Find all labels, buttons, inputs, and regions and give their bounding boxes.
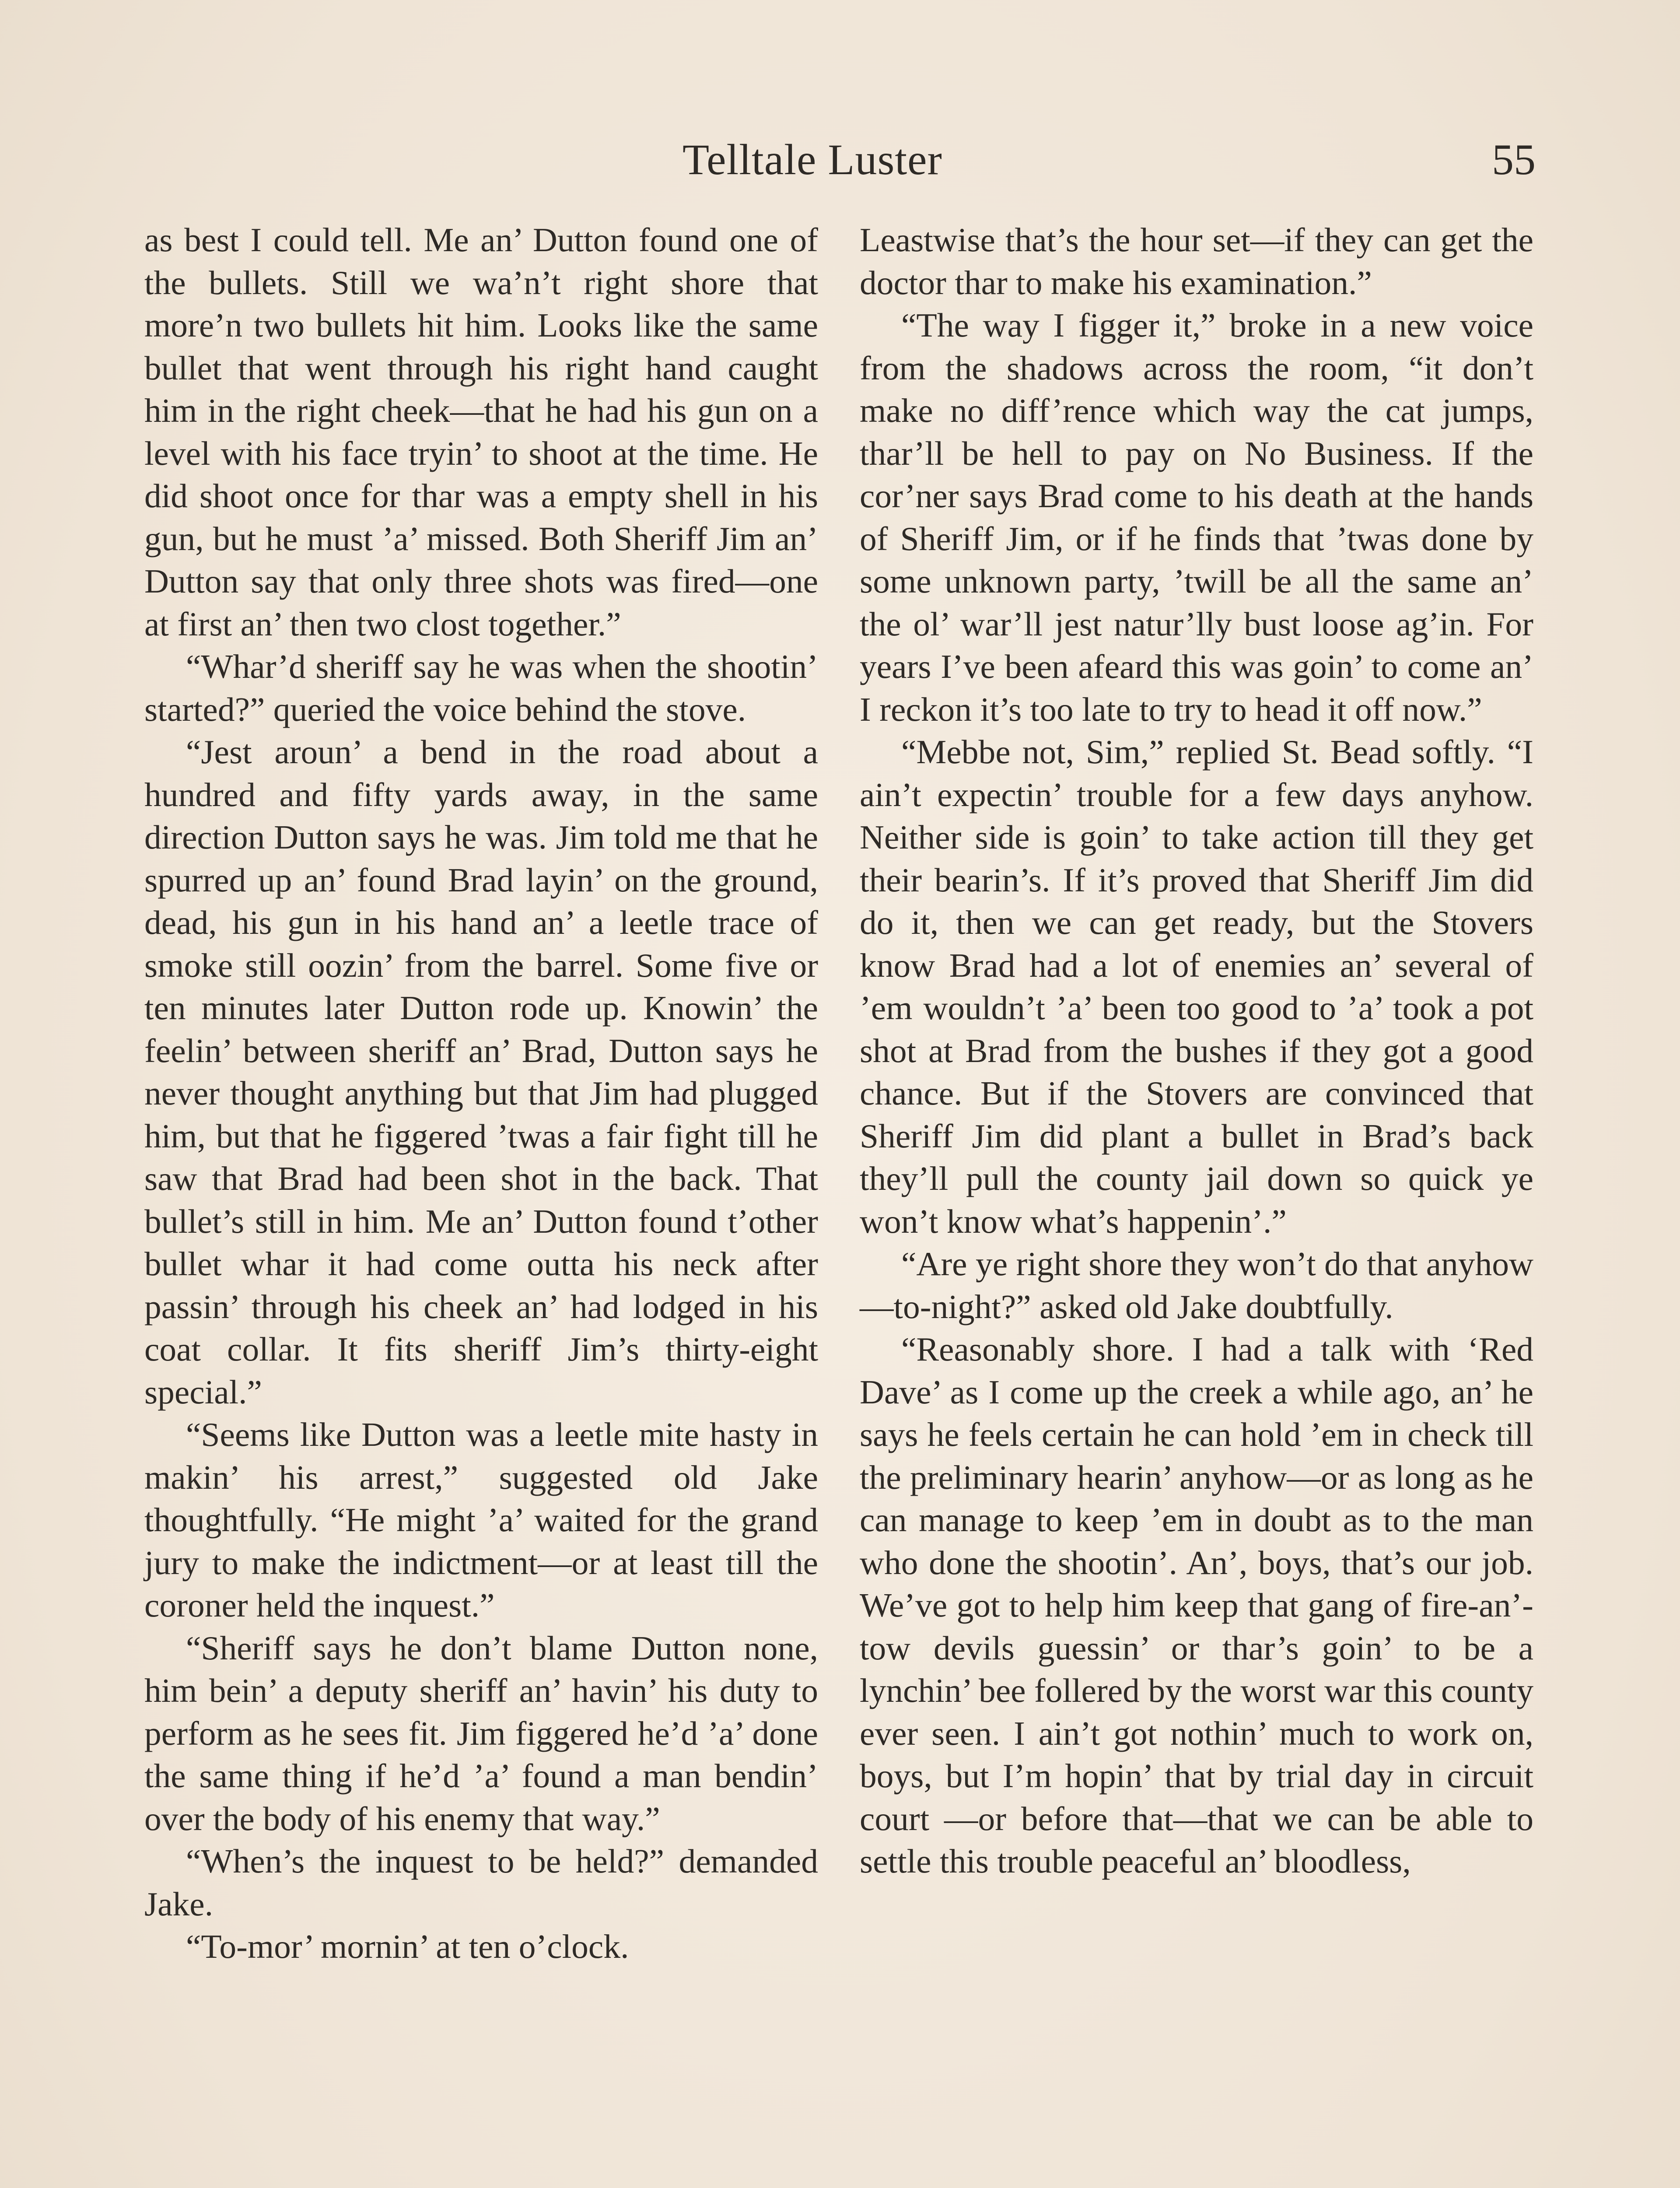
paragraph: “Are ye right shore they won’t do that anyhow—to-night?” asked old Jake doubtfully.	[860, 1245, 1533, 1325]
right-column	[860, 219, 1533, 1883]
left-column	[144, 219, 818, 1968]
paragraph: “Seems like Dutton was a leetle mite hasty in makin’ his arrest,” suggested old Jake thoughtfully. “He might ’a’ waited for the grand jury to make the indictment—or at least till the coroner held the inquest.”	[144, 1416, 818, 1624]
paragraph: “The way I figger it,” broke in a new voice from the shadows across the room, “it don’t make no diff’rence which way the cat jumps, thar’ll be hell to pay on No Business. If the cor’ner says Brad come to his death at the hands of Sheriff Jim, or if he finds that ’twas done by some unknown party, ’twill be all the same an’ the ol’ war’ll jest natur’lly bust loose ag’in. For years I’ve been afeard this was goin’ to come an’ I reckon it’s too late to try to head it off now.”	[860, 306, 1533, 728]
paragraph: “When’s the inquest to be held?” demanded Jake.	[144, 1842, 818, 1923]
paragraph: Leastwise that’s the hour set—if they can get the doctor thar to make his examination.”	[860, 221, 1533, 302]
paragraph: “Sheriff says he don’t blame Dutton none, him bein’ a deputy sheriff an’ havin’ his duty to perform as he sees fit. Jim figgered he’d ’a’ done the same thing if he’d ’a’ found a man bendin’ over the body of his enemy that way.”	[144, 1629, 818, 1837]
paragraph: “Mebbe not, Sim,” replied St. Bead softly. “I ain’t expectin’ trouble for a few days anyhow. Neither side is goin’ to take action till they get their bearin’s. If it’s proved that Sheriff Jim did do it, then we can get ready, but the Stovers know Brad had a lot of enemies an’ several of ’em wouldn’t ’a’ been too good to ’a’ took a pot shot at Brad from the bushes if they got a good chance. But if the Stovers are convinced that Sheriff Jim did plant a bullet in Brad’s back they’ll pull the county jail down so quick ye won’t know what’s happenin’.”	[860, 733, 1533, 1240]
paragraph: “To-mor’ mornin’ at ten o’clock.	[186, 1928, 629, 1965]
paragraph: “Whar’d sheriff say he was when the shootin’ started?” queried the voice behind the stove.	[144, 648, 818, 728]
page-number: 55	[1492, 135, 1536, 184]
running-title: Telltale Luster	[682, 135, 942, 184]
paragraph: “Jest aroun’ a bend in the road about a hundred and fifty yards away, in the same direction Dutton says he was. Jim told me that he spurred up an’ found Brad layin’ on the ground, dead, his gun in his hand an’ a leetle trace of smoke still oozin’ from the barrel. Some five or ten minutes later Dutton rode up. Knowin’ the feelin’ between sheriff an’ Brad, Dutton says he never thought anything but that Jim had plugged him, but that he figgered ’twas a fair fight till he saw that Brad had been shot in the back. That bullet’s still in him. Me an’ Dutton found t’other bullet whar it had come outta his neck after passin’ through his cheek an’ had lodged in his coat collar. It fits sheriff Jim’s thirty-eight special.”	[144, 733, 818, 1411]
paragraph: as best I could tell. Me an’ Dutton found one of the bullets. Still we wa’n’t right shore that more’n two bullets hit him. Looks like the same bullet that went through his right hand caught him in the right cheek—that he had his gun on a level with his face tryin’ to shoot at the time. He did shoot once for thar was a empty shell in his gun, but he must ’a’ missed. Both Sheriff Jim an’ Dutton say that only three shots was fired—one at first an’ then two clost together.”	[144, 221, 818, 643]
paragraph: “Reasonably shore. I had a talk with ‘Red Dave’ as I come up the creek a while ago, an’ he says he feels certain he can hold ’em in check till the preliminary hearin’ anyhow—or as long as he can manage to keep ’em in doubt as to the man who done the shootin’. An’, boys, that’s our job. We’ve got to help him keep that gang of fire-an’-tow devils guessin’ or thar’s goin’ to be a lynchin’ bee follered by the worst war this county ever seen. I ain’t got nothin’ much to work on, boys, but I’m hopin’ that by trial day in circuit court —or before that—that we can be able to settle this trouble peaceful an’ bloodless,	[860, 1330, 1533, 1880]
page-header	[144, 127, 1536, 193]
